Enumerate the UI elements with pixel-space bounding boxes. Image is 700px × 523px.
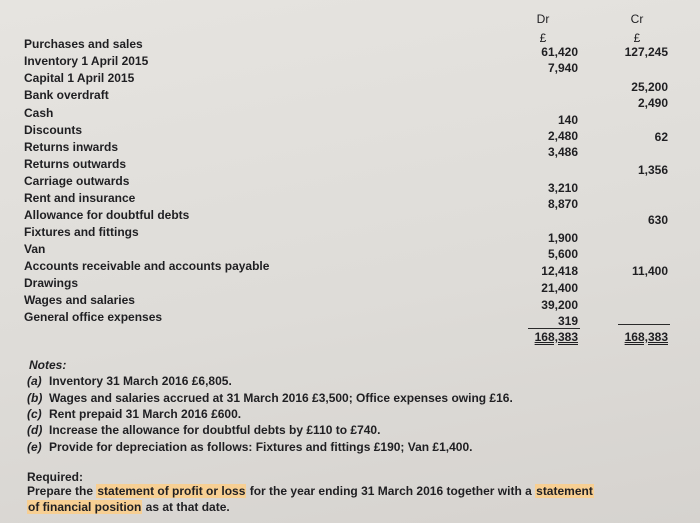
row-dr-value: 39,200 xyxy=(541,298,578,312)
row-label: Returns outwards xyxy=(24,157,127,171)
row-label: Bank overdraft xyxy=(24,88,109,102)
row-label: Cash xyxy=(24,106,54,120)
row-dr-value: 1,900 xyxy=(547,231,578,245)
row-cr-value: 11,400 xyxy=(631,264,668,278)
row-cr-value: 2,490 xyxy=(637,96,668,110)
cr-total: 168,383 xyxy=(624,330,668,344)
row-label: Wages and salaries xyxy=(24,293,135,307)
note-tag: (e) xyxy=(27,440,42,454)
highlight-financial-position: of financial position xyxy=(28,500,142,514)
row-dr-value: 7,940 xyxy=(547,61,578,75)
row-label: Returns inwards xyxy=(24,140,119,154)
row-label: Carriage outwards xyxy=(24,174,130,188)
notes-title: Notes: xyxy=(29,358,67,372)
row-label: Van xyxy=(24,242,46,256)
row-label: Fixtures and fittings xyxy=(24,225,139,239)
cr-total-rule xyxy=(618,324,670,325)
row-dr-value: 12,418 xyxy=(541,264,578,278)
row-label: Capital 1 April 2015 xyxy=(24,71,135,85)
cr-unit: £ xyxy=(633,31,641,45)
row-dr-value: 8,870 xyxy=(547,197,578,211)
row-label: Drawings xyxy=(24,276,79,290)
note-tag: (d) xyxy=(27,423,43,437)
row-cr-value: 1,356 xyxy=(637,163,668,177)
note-text: Rent prepaid 31 March 2016 £600. xyxy=(49,407,242,421)
note-item xyxy=(27,407,241,421)
row-label: Purchases and sales xyxy=(24,37,143,51)
row-dr-value: 140 xyxy=(557,113,578,127)
row-label: General office expenses xyxy=(24,310,163,324)
note-tag: (a) xyxy=(27,374,42,388)
note-item xyxy=(27,374,232,388)
highlight-statement: statement xyxy=(536,484,593,498)
dr-total: 168,383 xyxy=(534,330,578,344)
note-text: Provide for depreciation as follows: Fixtures and fittings £190; Van £1,400. xyxy=(49,440,473,454)
note-item xyxy=(27,440,472,454)
row-dr-value: 3,486 xyxy=(547,145,578,159)
dr-column-header: Dr xyxy=(536,12,550,26)
note-item xyxy=(27,391,513,405)
required-text: for the year ending 31 March 2016 together with a xyxy=(246,484,536,498)
row-cr-value: 630 xyxy=(647,213,668,227)
note-item xyxy=(27,423,380,437)
row-dr-value: 2,480 xyxy=(547,129,578,143)
required-line-1 xyxy=(27,484,594,498)
row-label: Rent and insurance xyxy=(24,191,136,205)
required-text: as at that date. xyxy=(142,500,230,514)
required-line-2 xyxy=(27,500,230,514)
row-cr-value: 25,200 xyxy=(631,80,668,94)
row-dr-value: 61,420 xyxy=(541,45,578,59)
note-text: Wages and salaries accrued at 31 March 2016 £3,500; Office expenses owing £16. xyxy=(49,391,513,405)
row-label: Discounts xyxy=(24,123,83,137)
row-cr-value: 127,245 xyxy=(624,45,668,59)
row-label: Inventory 1 April 2015 xyxy=(24,54,149,68)
row-dr-value: 319 xyxy=(557,314,578,328)
required-title: Required: xyxy=(27,470,84,484)
row-label: Allowance for doubtful debts xyxy=(24,208,190,222)
row-dr-value: 21,400 xyxy=(541,281,578,295)
note-tag: (c) xyxy=(27,407,42,421)
note-text: Inventory 31 March 2016 £6,805. xyxy=(49,374,232,388)
row-dr-value: 3,210 xyxy=(547,181,578,195)
note-tag: (b) xyxy=(27,391,43,405)
required-text: Prepare the xyxy=(27,484,97,498)
row-label: Accounts receivable and accounts payable xyxy=(24,259,270,273)
row-dr-value: 5,600 xyxy=(547,247,578,261)
row-cr-value: 62 xyxy=(654,130,668,144)
dr-unit: £ xyxy=(539,31,547,45)
dr-total-rule xyxy=(528,328,580,329)
cr-column-header: Cr xyxy=(630,12,644,26)
note-text: Increase the allowance for doubtful debts by £110 to £740. xyxy=(49,423,381,437)
highlight-profit-loss: statement of profit or loss xyxy=(97,484,246,498)
